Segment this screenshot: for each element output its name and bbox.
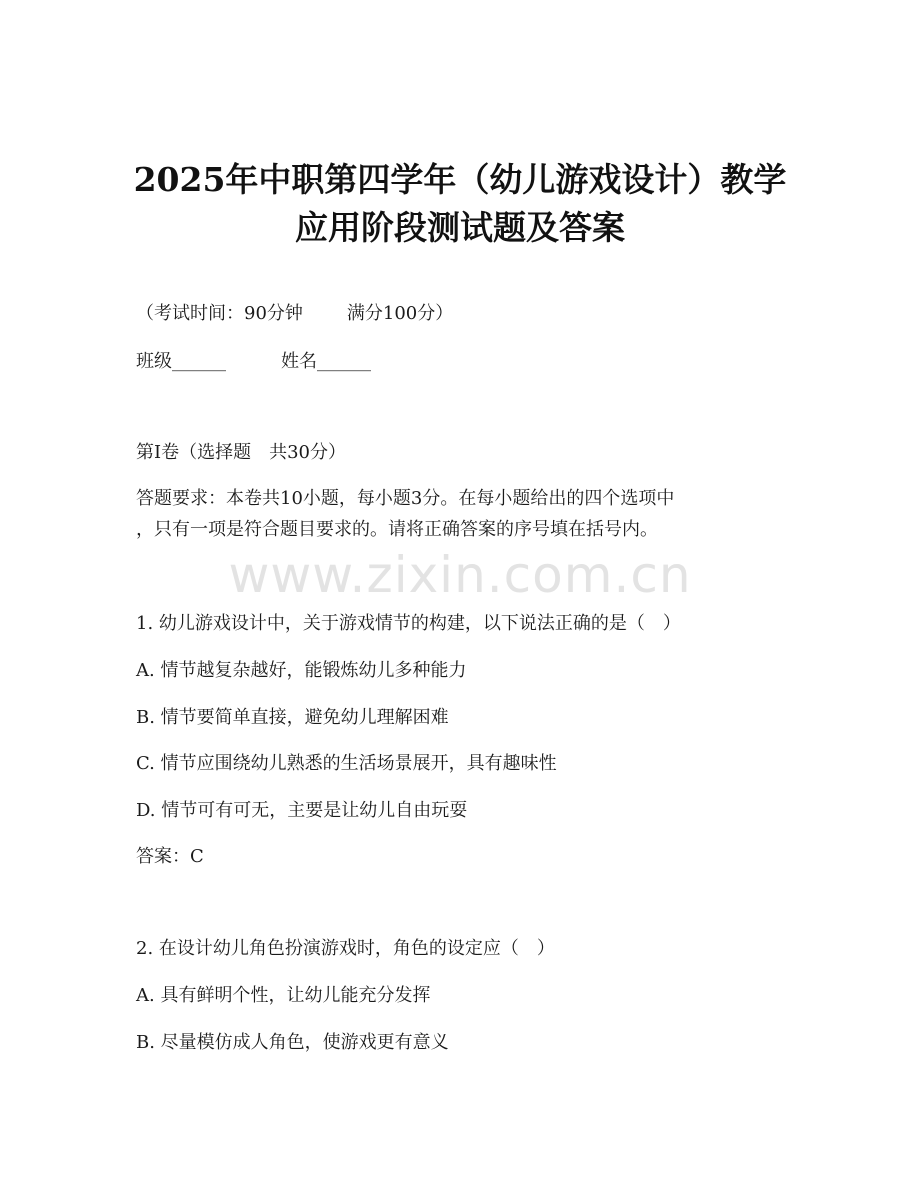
question-1-answer: 答案：C [136,846,204,867]
exam-time: （考试时间：90分钟 [136,303,303,324]
question-1-option-a: A. 情节越复杂越好，能锻炼幼儿多种能力 [136,660,467,681]
full-score: 满分100分） [346,303,454,324]
exam-info [136,302,453,326]
section-title: 第I卷（选择题 共30分） [136,442,347,463]
requirement-line-1: 答题要求：本卷共10小题，每小题3分。在每小题给出的四个选项中 [136,488,675,509]
watermark: www.zixin.com.cn [228,546,692,604]
question-2-option-a: A. 具有鲜明个性，让幼儿能充分发挥 [136,985,431,1006]
question-1-option-b: B. 情节要简单直接，避免幼儿理解困难 [136,707,449,728]
student-info-row [136,350,371,374]
class-field: 班级______ [136,351,226,372]
name-field: 姓名______ [281,351,371,372]
question-2-option-b: B. 尽量模仿成人角色，使游戏更有意义 [136,1032,449,1053]
document-title-line-1: 2025年中职第四学年（幼儿游戏设计）教学 [133,160,787,199]
question-2-stem: 2. 在设计幼儿角色扮演游戏时，角色的设定应（ ） [136,938,555,959]
question-1-stem: 1. 幼儿游戏设计中，关于游戏情节的构建，以下说法正确的是（ ） [136,613,681,634]
question-1-option-c: C. 情节应围绕幼儿熟悉的生活场景展开，具有趣味性 [136,753,557,774]
question-1-option-d: D. 情节可有可无，主要是让幼儿自由玩耍 [136,800,468,821]
document-title-line-2: 应用阶段测试题及答案 [295,208,625,247]
requirement-line-2: ，只有一项是符合题目要求的。请将正确答案的序号填在括号内。 [136,519,658,540]
